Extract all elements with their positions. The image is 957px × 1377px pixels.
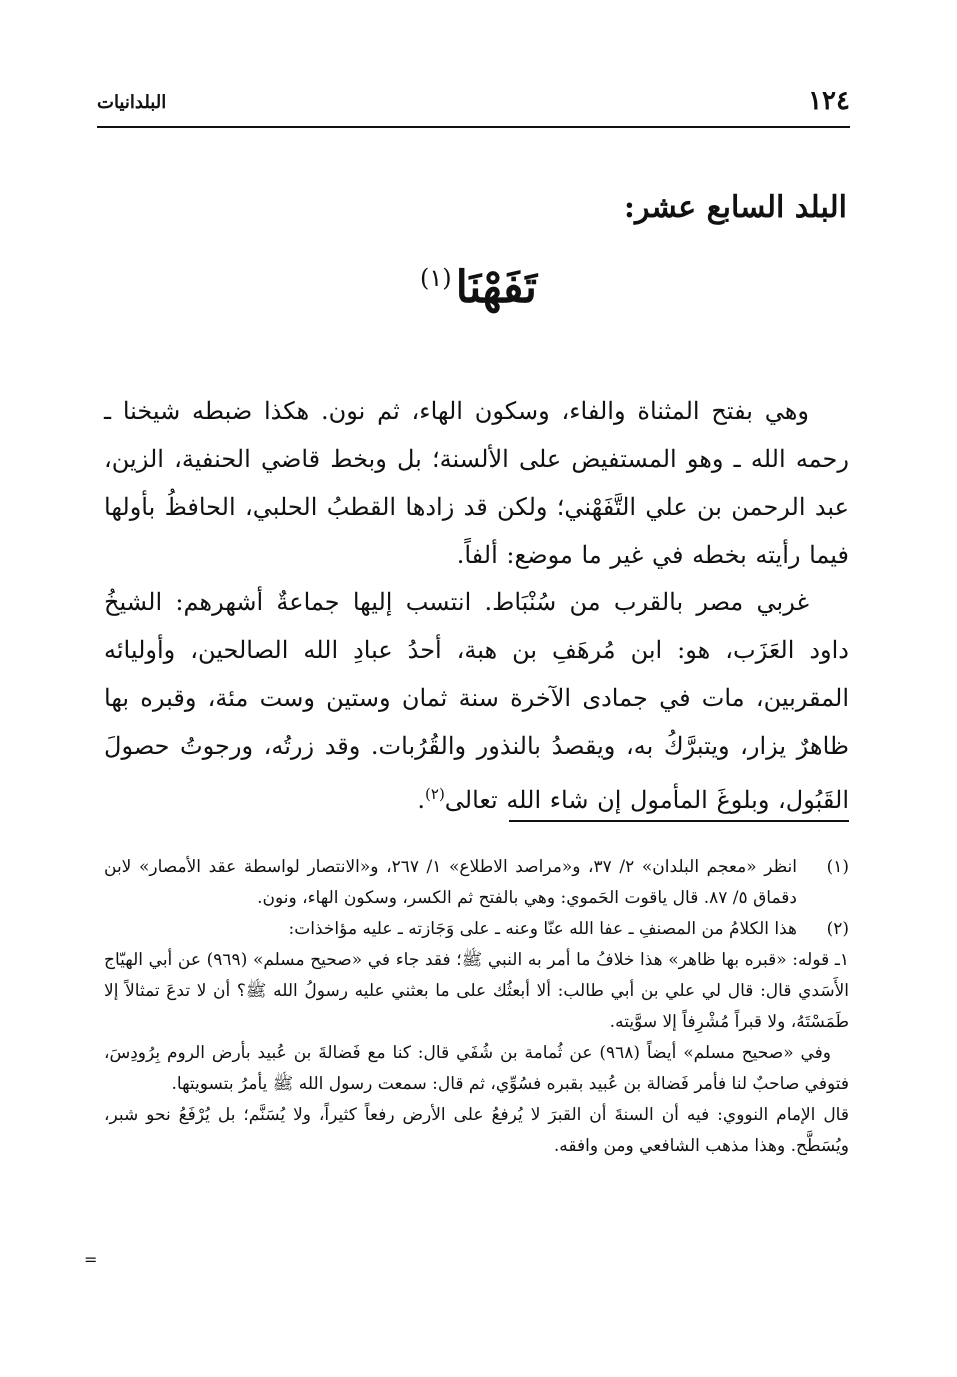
continuation-mark: = [84,1250,98,1269]
paragraph-1-text: وهي بفتح المثناة والفاء، وسكون الهاء، ثم نون. هكذا ضبطه شيخنا ـ رحمه الله ـ وهو المستفيض على الألسنة؛ بل وبخط قاضي الحنفية، الزين، عبد الرحمن بن علي التَّفَهْني؛ ولكن قد زادها القطبُ الحلبي، الحافظُ بأولها فيما رأيته بخطه في غير ما موضع: ألفاً. [104,397,849,569]
footnote-separator [509,820,849,822]
footnote-1-number: (١) [826,857,849,877]
footnote-2-intro: هذا الكلامُ من المصنفِ ـ عفا الله عنّا وعنه ـ على وَجَازته ـ عليه مؤاخذات: [288,919,797,939]
body-paragraph-2 [104,578,849,824]
paragraph-2-body: غربي مصر بالقرب من سُنْبَاط. انتسب إليها جماعةٌ أشهرهم: الشيخُ داود العَزَب، هو: ابن مُرهَفِ بن هبة، أحدُ عبادِ الله الصالحين، وأوليائه المقربين، مات في جمادى الآخرة سنة ثمان وستين وست مئة، وقبره بها ظاهرٌ يزار، ويتبرَّكُ به، ويقصدُ بالنذور والقُرُبات. وقد زرتُه، ورجوتُ حصولَ القَبُول، وبلوغَ المأمول إن شاء الله تعالى [104,588,849,814]
chapter-heading: البلد السابع عشر: [623,190,847,225]
body-paragraph-1 [104,387,849,579]
paragraph-2-footnote-mark: (٢) [425,785,445,803]
page-number: ١٢٤ [808,86,850,116]
footnotes [104,852,849,1162]
footnote-2-point-1: ١ـ قوله: «قبره بها ظاهر» هذا خلافُ ما أمر به النبي ﷺ؛ فقد جاء في «صحيح مسلم» (٩٦٩) عن أبي الهيّاج الأَسَدي قال: قال لي علي بن أبي طالب: ألا أبعثُك على ما بعثني عليه رسولُ الله ﷺ؟ أن لا تدعَ تمثالاً إلا طَمَسْتَهُ، ولا قبراً مُشْرِفاً إلا سوَّيته. [104,950,849,1032]
footnote-1 [104,852,849,914]
paragraph-2-text [104,578,849,824]
running-header [97,84,850,128]
place-title [0,262,957,313]
paragraph-2-end: . [417,786,426,814]
footnote-2-number: (٢) [826,919,849,939]
place-footnote-mark: (١) [419,264,452,293]
place-name: تَفَهْنَا [455,262,538,313]
footnote-1-text: انظر «معجم البلدان» ٢/ ٣٧، و«مراصد الاطلاع» ١/ ٢٦٧، و«الانتصار لواسطة عقد الأمصار» لابن دقماق ٥/ ٨٧. قال ياقوت الحَموي: وهي بالفتح ثم الكسر، وسكون الهاء، ونون. [104,857,798,908]
footnote-2 [104,914,849,945]
footnote-2-point-2: وفي «صحيح مسلم» أيضاً (٩٦٨) عن ثُمامة بن شُفَي قال: كنا مع فَضالةَ بن عُبيد بأرض الروم بِرُودِسَ، فتوفي صاحبٌ لنا فأمر فَضالة بن عُبيد بقبره فسُوِّي، ثم قال: سمعت رسول الله ﷺ يأمرُ بتسويتها. [104,1043,849,1094]
book-title: البلدانيات [97,92,167,113]
footnote-2-point-3: قال الإمام النووي: فيه أن السنةَ أن القبرَ لا يُرفعُ على الأرض رفعاً كثيراً، ولا يُسَنَّم؛ بل يُرْفَعُ نحو شبر، ويُسَطَّح. وهذا مذهب الشافعي ومن وافقه. [104,1105,849,1156]
